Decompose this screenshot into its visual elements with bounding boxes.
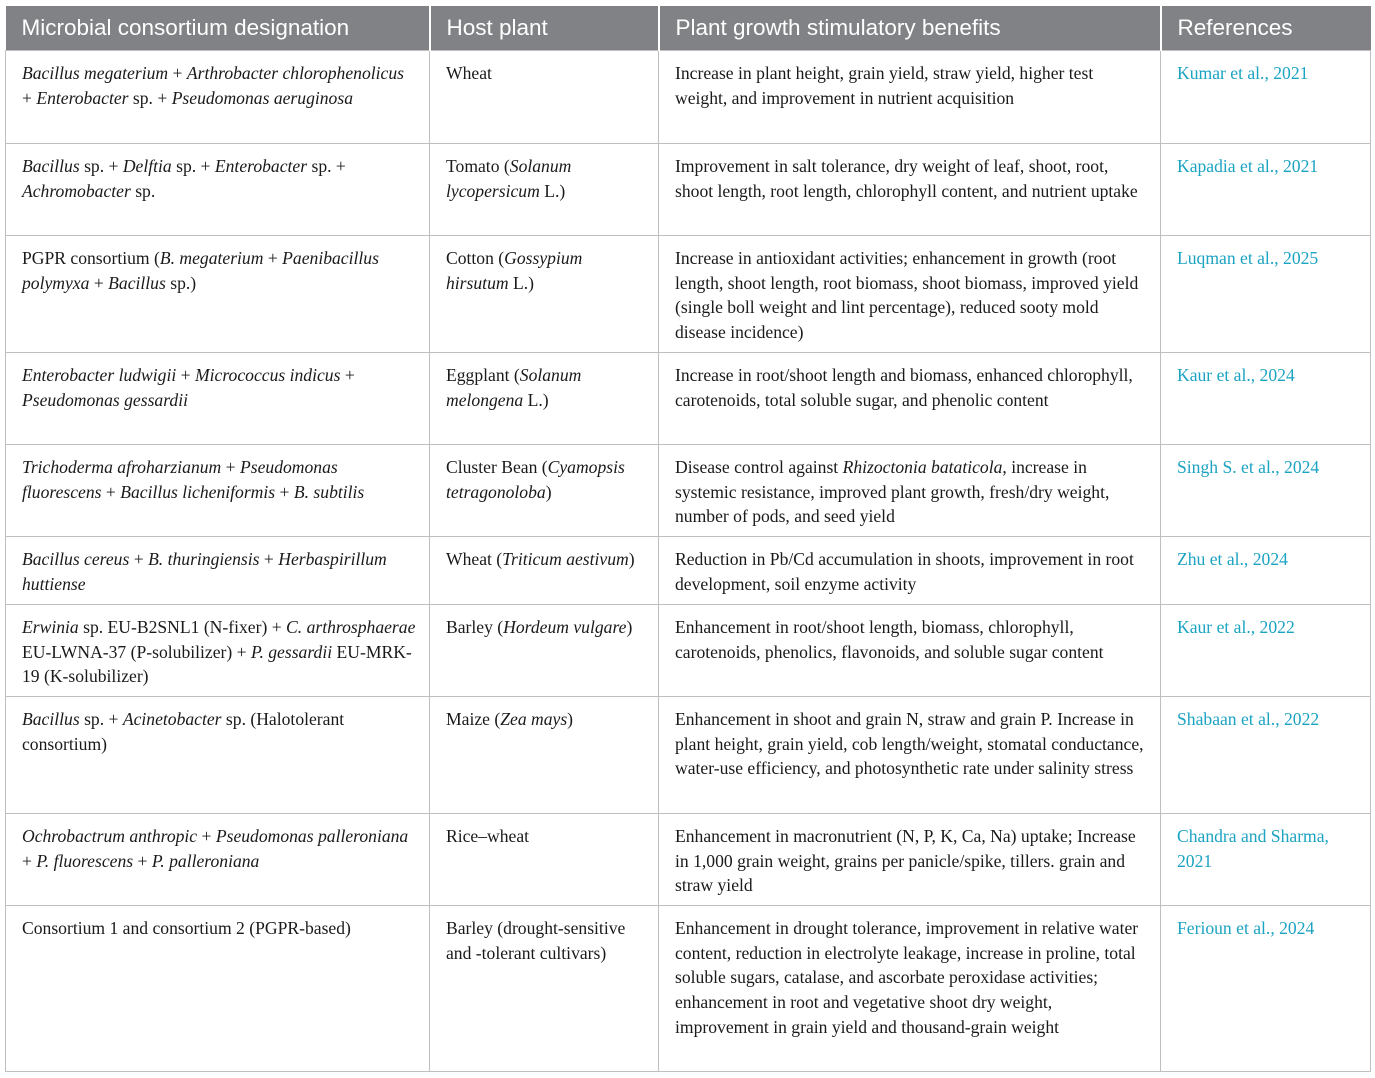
text-segment: + [168, 63, 187, 83]
text-segment: Pseudomonas gessardii [22, 389, 188, 410]
text-segment: Cluster Bean ( [446, 457, 548, 477]
text-segment: Enterobacter [214, 156, 308, 176]
benefits-cell [659, 697, 1161, 814]
text-segment: L.) [523, 389, 549, 410]
text-segment: Enhancement in macronutrient (N, P, K, Ca, Na) uptake; Increase in 1,000 grain weight, grains per panicle/spike, tillers. grain and straw yield [675, 826, 1136, 896]
consortium-cell [6, 537, 430, 605]
benefits-cell [659, 236, 1161, 353]
text-segment: ) [626, 617, 633, 637]
reference-cell [1161, 537, 1371, 605]
table-row [6, 144, 1371, 236]
text-segment: Herbaspirillum huttiense [22, 549, 387, 594]
reference-link[interactable]: Singh S. et al., 2024 [1177, 457, 1320, 477]
text-segment: + [89, 272, 109, 293]
text-segment: Solanum melongena [446, 365, 582, 410]
reference-cell [1161, 814, 1371, 906]
text-segment: sp.) [165, 272, 197, 293]
text-segment: Consortium 1 and consortium 2 (PGPR-based) [22, 918, 351, 938]
table-header [6, 6, 1371, 51]
text-segment: Disease control against [675, 457, 843, 477]
host-plant-cell [430, 236, 659, 353]
text-segment: B. subtilis [293, 481, 365, 502]
text-segment: Rice–wheat [446, 826, 530, 846]
text-segment: EU-LWNA-37 (P-solubilizer) + [22, 641, 251, 662]
reference-link[interactable]: Kumar et al., 2021 [1177, 63, 1309, 83]
text-segment: Zea mays [500, 709, 568, 729]
table-row [6, 236, 1371, 353]
consortium-cell [6, 445, 430, 537]
text-segment: Pseudomonas palleroniana [215, 826, 409, 846]
text-segment: Improvement in salt tolerance, dry weight of leaf, shoot, root, shoot length, root length, chlorophyll content, and nutrient uptake [675, 156, 1138, 201]
table-row [6, 605, 1371, 697]
text-segment: Increase in plant height, grain yield, straw yield, higher test weight, and improvement in nutrient acquisition [675, 63, 1094, 108]
header-row [6, 6, 1371, 51]
host-plant-cell [430, 445, 659, 537]
reference-link[interactable]: Zhu et al., 2024 [1177, 549, 1288, 569]
text-segment: Solanum lycopersicum [446, 156, 572, 201]
text-segment: Increase in root/shoot length and biomass, enhanced chlorophyll, carotenoids, total soluble sugar, and phenolic content [675, 365, 1133, 410]
text-segment: Rhizoctonia bataticola [842, 457, 1003, 477]
text-segment: Reduction in Pb/Cd accumulation in shoots, improvement in root development, soil enzyme activity [675, 549, 1134, 594]
text-segment: Acinetobacter [122, 709, 222, 729]
host-plant-cell [430, 353, 659, 445]
text-segment: Bacillus [22, 156, 80, 176]
host-plant-cell [430, 605, 659, 697]
text-segment: + [101, 481, 121, 502]
reference-link[interactable]: Kaur et al., 2022 [1177, 617, 1295, 637]
reference-cell [1161, 51, 1371, 144]
reference-cell [1161, 236, 1371, 353]
consortium-cell [6, 144, 430, 236]
text-segment: EU-MRK-19 (K-solubilizer) [22, 641, 412, 687]
table-row [6, 353, 1371, 445]
text-segment: Enhancement in drought tolerance, improvement in relative water content, reduction in electrolyte leakage, increase in proline, total soluble sugars, catalase, and ascorbate peroxidase activities; enhancement in root and vegetative shoot dry weight, improvement in grain yield and thousand-grain weight [675, 918, 1139, 1037]
consortium-cell [6, 906, 430, 1072]
reference-link[interactable]: Ferioun et al., 2024 [1177, 918, 1315, 938]
text-segment: + [263, 248, 283, 268]
text-segment: P. palleroniana [151, 850, 260, 871]
text-segment: Pseudomonas aeruginosa [171, 87, 353, 108]
text-segment: Bacillus licheniformis [120, 481, 276, 502]
host-plant-cell [430, 537, 659, 605]
text-segment: + [22, 850, 37, 871]
benefits-cell [659, 51, 1161, 144]
table-row [6, 697, 1371, 814]
consortium-cell [6, 236, 430, 353]
text-segment: sp. + [79, 156, 123, 176]
benefits-cell [659, 537, 1161, 605]
text-segment: + [259, 549, 279, 569]
text-segment: Bacillus [22, 709, 80, 729]
text-segment: + [197, 826, 216, 846]
table-row [6, 906, 1371, 1072]
text-segment: Arthrobacter chlorophenolicus [186, 63, 404, 83]
text-segment: + [129, 549, 149, 569]
text-segment: Barley ( [446, 617, 504, 637]
text-segment: Cotton ( [446, 248, 505, 268]
header-references: References [1161, 6, 1371, 51]
text-segment: Enhancement in root/shoot length, biomass, chlorophyll, carotenoids, phenolics, flavonoids, and soluble sugar content [675, 617, 1104, 662]
host-plant-cell [430, 697, 659, 814]
text-segment: Tomato ( [446, 156, 510, 176]
text-segment: + [133, 850, 152, 871]
benefits-cell [659, 445, 1161, 537]
text-segment: B. thuringiensis [148, 549, 260, 569]
host-plant-cell [430, 906, 659, 1072]
text-segment: ) [628, 549, 635, 569]
text-segment: Achromobacter [22, 180, 131, 201]
text-segment: + [221, 457, 240, 477]
host-plant-cell [430, 814, 659, 906]
text-segment: Ochrobactrum anthropic [22, 826, 198, 846]
text-segment: + [275, 481, 294, 502]
text-segment: L.) [508, 272, 534, 293]
text-segment: + [340, 365, 355, 385]
reference-cell [1161, 605, 1371, 697]
text-segment: Maize ( [446, 709, 501, 729]
text-segment: sp. EU-B2SNL1 (N-fixer) + [78, 617, 287, 637]
consortium-cell [6, 697, 430, 814]
consortium-table [5, 6, 1371, 1072]
reference-cell [1161, 445, 1371, 537]
text-segment: Enterobacter [36, 87, 129, 108]
text-segment: Eggplant ( [446, 365, 520, 385]
text-segment: + [176, 365, 195, 385]
text-segment: Increase in antioxidant activities; enhancement in growth (root length, shoot length, root biomass, shoot biomass, improved yield (single boll weight and lint percentage), reduced sooty mold disease incidence) [675, 248, 1139, 343]
text-segment: Enterobacter ludwigii [22, 365, 177, 385]
text-segment: Delftia [122, 156, 172, 176]
benefits-cell [659, 814, 1161, 906]
text-segment: Barley (drought-sensitive and -tolerant cultivars) [446, 918, 626, 963]
text-segment: Pseudomonas fluorescens [22, 457, 338, 502]
reference-cell [1161, 353, 1371, 445]
text-segment: Wheat [446, 63, 492, 83]
table-row [6, 51, 1371, 144]
text-segment: L.) [539, 180, 566, 201]
host-plant-cell [430, 51, 659, 144]
text-segment: Bacillus cereus [22, 549, 130, 569]
text-segment: Bacillus [108, 272, 166, 293]
table-row [6, 814, 1371, 906]
reference-link[interactable]: Kapadia et al., 2021 [1177, 156, 1319, 176]
consortium-cell [6, 814, 430, 906]
reference-link[interactable]: Luqman et al., 2025 [1177, 248, 1319, 268]
text-segment: Bacillus megaterium [22, 63, 169, 83]
header-benefits: Plant growth stimulatory benefits [659, 6, 1161, 51]
text-segment: Erwinia [22, 617, 79, 637]
reference-cell [1161, 906, 1371, 1072]
text-segment: Micrococcus indicus [195, 365, 341, 385]
text-segment: Cyamopsis tetragonoloba [446, 457, 625, 502]
header-host-plant: Host plant [430, 6, 659, 51]
text-segment: PGPR consortium ( [22, 248, 160, 268]
text-segment: Trichoderma afroharzianum [22, 457, 222, 477]
benefits-cell [659, 906, 1161, 1072]
text-segment: sp. + [79, 709, 123, 729]
text-segment: Enhancement in shoot and grain N, straw and grain P. Increase in plant height, grain yield, cob length/weight, stomatal conductance, water-use efficiency, and photosynthetic rate under salinity stress [675, 709, 1144, 779]
text-segment: B. megaterium [159, 248, 264, 268]
text-segment: Gossypium hirsutum [446, 248, 583, 293]
text-segment: Hordeum vulgare [503, 617, 627, 637]
text-segment: ) [545, 481, 552, 502]
reference-cell [1161, 697, 1371, 814]
benefits-cell [659, 605, 1161, 697]
text-segment: sp. + [128, 87, 172, 108]
text-segment: Wheat ( [446, 549, 503, 569]
text-segment: + [22, 87, 37, 108]
text-segment: P. fluorescens [36, 850, 134, 871]
text-segment: sp. (Halotolerant consortium) [22, 709, 345, 754]
text-segment: ) [567, 709, 574, 729]
table-row [6, 445, 1371, 537]
benefits-cell [659, 353, 1161, 445]
table-row [6, 537, 1371, 605]
text-segment: C. arthrosphaerae [286, 617, 416, 637]
text-segment: P. gessardii [250, 641, 333, 662]
reference-link[interactable]: Shabaan et al., 2022 [1177, 709, 1320, 729]
reference-link[interactable]: Chandra and Sharma, 2021 [1177, 826, 1329, 871]
reference-cell [1161, 144, 1371, 236]
consortium-cell [6, 353, 430, 445]
reference-link[interactable]: Kaur et al., 2024 [1177, 365, 1295, 385]
text-segment: sp. + [307, 156, 346, 176]
consortium-cell [6, 51, 430, 144]
text-segment: , increase in systemic resistance, improved plant growth, fresh/dry weight, number of pods, and seed yield [675, 457, 1110, 527]
text-segment: Triticum aestivum [502, 549, 629, 569]
text-segment: sp. + [171, 156, 215, 176]
text-segment: sp. [130, 180, 156, 201]
host-plant-cell [430, 144, 659, 236]
consortium-cell [6, 605, 430, 697]
table-body [6, 51, 1371, 1072]
text-segment: Paenibacillus polymyxa [22, 248, 379, 293]
header-consortium: Microbial consortium designation [6, 6, 430, 51]
benefits-cell [659, 144, 1161, 236]
